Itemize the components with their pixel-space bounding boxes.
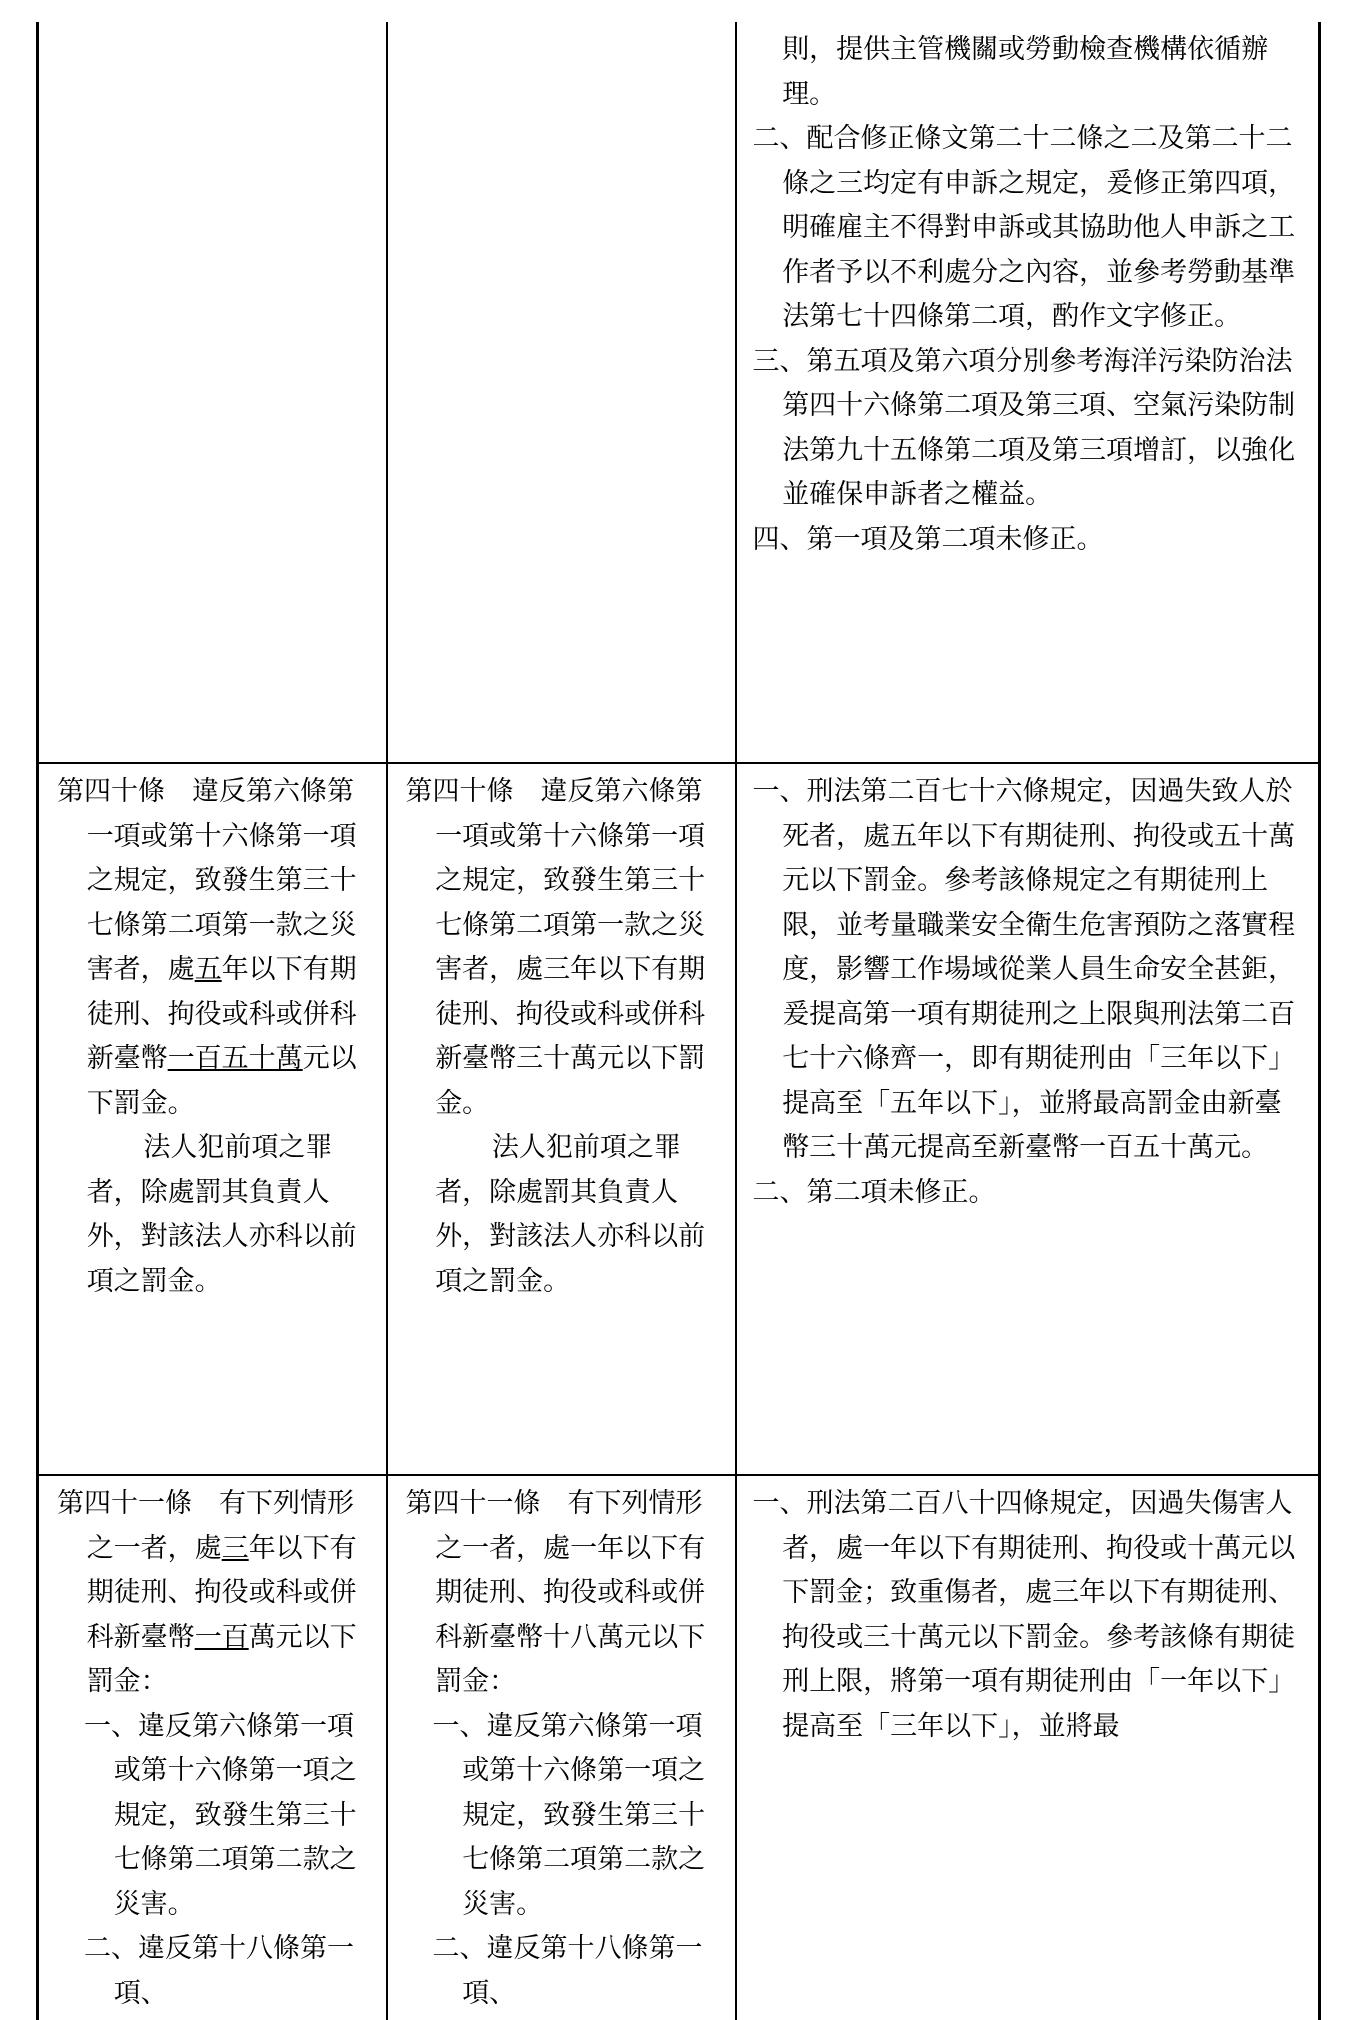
article-41-current: 第四十一條 有下列情形之一者，處一年以下有期徒刑、拘役或科或併科新臺幣十八萬元以下罰金： bbox=[405, 1488, 706, 1697]
explanation-item: 則，提供主管機關或勞動檢查機構依循辦理。 bbox=[782, 34, 1269, 110]
article-41-current-item: 一、違反第六條第一項或第十六條第一項之規定，致發生第三十七條第二項第二款之災害。 bbox=[432, 1710, 706, 1920]
explanation-item: 一、刑法第二百七十六條規定，因過失致人於死者，處五年以下有期徒刑、拘役或五十萬元以下罰金。參考該條規定之有期徒刑上限，並考量職業安全衛生危害預防之落實程度，影響工作場域從業人員生命安全甚鉅，爰提高第一項有期徒刑之上限與刑法第二百七十六條齊一，即有期徒刑由「三年以下」提高至「五年以下」，並將最高罰金由新臺幣三十萬元提高至新臺幣一百五十萬元。 bbox=[752, 776, 1296, 1163]
comparison-table bbox=[36, 22, 1321, 2020]
article-40-amended-para2: 法人犯前項之罪者，除處罰其負責人外，對該法人亦科以前項之罰金。 bbox=[86, 1132, 357, 1297]
article-41-amended: 第四十一條 有下列情形之一者，處三年以下有期徒刑、拘役或科或併科新臺幣一百萬元以下罰金： bbox=[57, 1488, 357, 1697]
amended-cell bbox=[38, 763, 387, 1475]
article-41-amended-item: 二、違反第十八條第一項、 bbox=[84, 1933, 354, 2009]
explanation-item: 三、第五項及第六項分別參考海洋污染防治法第四十六條第二項及第三項、空氣污染防制法第九十五條第二項及第三項增訂，以強化並確保申訴者之權益。 bbox=[752, 345, 1296, 510]
current-cell bbox=[387, 1475, 736, 2020]
article-40-current: 第四十條 違反第六條第一項或第十六條第一項之規定，致發生第三十七條第二項第一款之災害者，處三年以下有期徒刑、拘役或科或併科新臺幣三十萬元以下罰金。 bbox=[405, 776, 706, 1119]
explanation-item: 四、第一項及第二項未修正。 bbox=[752, 523, 1104, 555]
explanation-item: 二、第二項未修正。 bbox=[752, 1176, 996, 1208]
article-41-current-item: 二、違反第十八條第一項、 bbox=[432, 1933, 703, 2009]
current-cell bbox=[387, 763, 736, 1475]
amended-cell bbox=[38, 22, 387, 763]
article-41-amended-item: 一、違反第六條第一項或第十六條第一項之規定，致發生第三十七條第二項第二款之災害。 bbox=[84, 1710, 357, 1920]
explanation-cell bbox=[736, 22, 1320, 763]
article-40-amended: 第四十條 違反第六條第一項或第十六條第一項之規定，致發生第三十七條第二項第一款之災害者，處五年以下有期徒刑、拘役或科或併科新臺幣一百五十萬元以下罰金。 bbox=[57, 776, 357, 1119]
explanation-cell bbox=[736, 763, 1320, 1475]
amended-cell bbox=[38, 1475, 387, 2020]
table-row bbox=[38, 22, 1320, 763]
table-row bbox=[38, 763, 1320, 1475]
explanation-item: 二、配合修正條文第二十二條之二及第二十二條之三均定有申訴之規定，爰修正第四項，明確雇主不得對申訴或其協助他人申訴之工作者予以不利處分之內容，並參考勞動基準法第七十四條第二項，酌作文字修正。 bbox=[752, 123, 1296, 332]
explanation-cell bbox=[736, 1475, 1320, 2020]
table-row bbox=[38, 1475, 1320, 2020]
current-cell bbox=[387, 22, 736, 763]
article-40-current-para2: 法人犯前項之罪者，除處罰其負責人外，對該法人亦科以前項之罰金。 bbox=[435, 1132, 706, 1297]
explanation-item: 一、刑法第二百八十四條規定，因過失傷害人者，處一年以下有期徒刑、拘役或十萬元以下罰金；致重傷者，處三年以下有期徒刑、拘役或三十萬元以下罰金。參考該條有期徒刑上限，將第一項有期徒刑由「一年以下」提高至「三年以下」，並將最 bbox=[752, 1488, 1296, 1742]
